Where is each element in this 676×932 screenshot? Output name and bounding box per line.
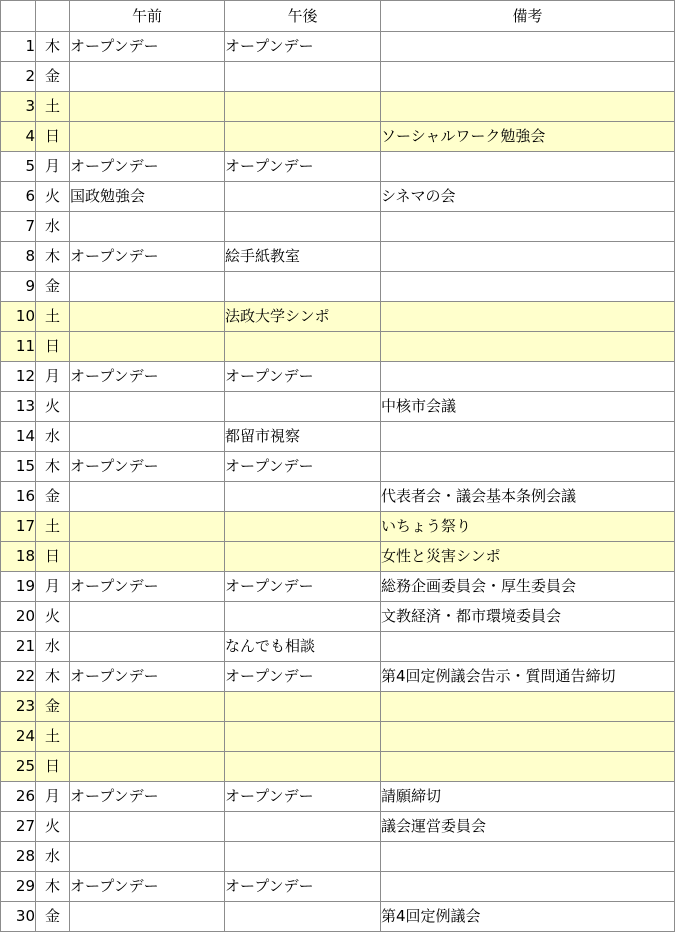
morning-cell[interactable] (70, 812, 225, 842)
morning-cell[interactable] (70, 632, 225, 662)
morning-cell[interactable] (70, 722, 225, 752)
table-row (1, 272, 675, 302)
header-weekday[interactable] (36, 1, 70, 32)
morning-cell[interactable]: オープンデー (70, 32, 225, 62)
morning-cell[interactable]: オープンデー (70, 782, 225, 812)
morning-cell[interactable] (70, 752, 225, 782)
morning-cell[interactable] (70, 692, 225, 722)
remarks-cell[interactable]: 総務企画委員会・厚生委員会 (381, 572, 675, 602)
remarks-cell[interactable]: 女性と災害シンポ (381, 542, 675, 572)
afternoon-cell[interactable] (225, 722, 381, 752)
remarks-cell[interactable]: 第4回定例議会 (381, 902, 675, 932)
table-row (1, 542, 675, 572)
afternoon-cell[interactable] (225, 272, 381, 302)
afternoon-cell[interactable] (225, 902, 381, 932)
afternoon-cell[interactable] (225, 812, 381, 842)
weekday-cell[interactable]: 土 (36, 722, 70, 752)
remarks-cell[interactable] (381, 212, 675, 242)
afternoon-cell[interactable] (225, 122, 381, 152)
morning-cell[interactable] (70, 842, 225, 872)
afternoon-cell[interactable] (225, 542, 381, 572)
weekday-cell[interactable]: 土 (36, 302, 70, 332)
weekday-cell[interactable]: 月 (36, 152, 70, 182)
afternoon-cell[interactable]: オープンデー (225, 572, 381, 602)
weekday-cell[interactable]: 日 (36, 752, 70, 782)
weekday-cell[interactable]: 日 (36, 122, 70, 152)
afternoon-cell[interactable]: オープンデー (225, 662, 381, 692)
morning-cell[interactable] (70, 272, 225, 302)
day-cell[interactable]: 19 (1, 572, 36, 602)
morning-cell[interactable] (70, 62, 225, 92)
weekday-cell[interactable]: 水 (36, 422, 70, 452)
remarks-cell[interactable] (381, 632, 675, 662)
day-cell[interactable]: 3 (1, 92, 36, 122)
weekday-cell[interactable]: 日 (36, 542, 70, 572)
table-row (1, 152, 675, 182)
day-cell[interactable]: 8 (1, 242, 36, 272)
table-row (1, 692, 675, 722)
morning-cell[interactable] (70, 332, 225, 362)
day-cell[interactable]: 28 (1, 842, 36, 872)
morning-cell[interactable]: オープンデー (70, 662, 225, 692)
morning-cell[interactable] (70, 542, 225, 572)
day-cell[interactable]: 12 (1, 362, 36, 392)
remarks-cell[interactable] (381, 752, 675, 782)
morning-cell[interactable] (70, 92, 225, 122)
remarks-cell[interactable]: 代表者会・議会基本条例会議 (381, 482, 675, 512)
remarks-cell[interactable] (381, 362, 675, 392)
day-cell[interactable]: 17 (1, 512, 36, 542)
table-row (1, 572, 675, 602)
table-row (1, 392, 675, 422)
weekday-cell[interactable]: 木 (36, 662, 70, 692)
afternoon-cell[interactable] (225, 512, 381, 542)
header-remarks[interactable]: 備考 (381, 1, 675, 32)
day-cell[interactable]: 29 (1, 872, 36, 902)
weekday-cell[interactable]: 木 (36, 452, 70, 482)
header-day[interactable] (1, 1, 36, 32)
day-cell[interactable]: 26 (1, 782, 36, 812)
morning-cell[interactable]: オープンデー (70, 452, 225, 482)
day-cell[interactable]: 4 (1, 122, 36, 152)
table-row (1, 212, 675, 242)
afternoon-cell[interactable] (225, 752, 381, 782)
weekday-cell[interactable]: 水 (36, 212, 70, 242)
weekday-cell[interactable]: 金 (36, 692, 70, 722)
table-row (1, 512, 675, 542)
table-row (1, 842, 675, 872)
table-row (1, 902, 675, 932)
morning-cell[interactable] (70, 602, 225, 632)
morning-cell[interactable] (70, 902, 225, 932)
day-cell[interactable]: 22 (1, 662, 36, 692)
table-row (1, 872, 675, 902)
day-cell[interactable]: 15 (1, 452, 36, 482)
table-row (1, 812, 675, 842)
remarks-cell[interactable] (381, 422, 675, 452)
table-row (1, 122, 675, 152)
afternoon-cell[interactable]: オープンデー (225, 32, 381, 62)
table-row (1, 92, 675, 122)
day-cell[interactable]: 11 (1, 332, 36, 362)
day-cell[interactable]: 9 (1, 272, 36, 302)
afternoon-cell[interactable]: オープンデー (225, 362, 381, 392)
table-row (1, 722, 675, 752)
remarks-cell[interactable]: 議会運営委員会 (381, 812, 675, 842)
afternoon-cell[interactable] (225, 182, 381, 212)
day-cell[interactable]: 27 (1, 812, 36, 842)
weekday-cell[interactable]: 日 (36, 332, 70, 362)
day-cell[interactable]: 16 (1, 482, 36, 512)
afternoon-cell[interactable] (225, 212, 381, 242)
afternoon-cell[interactable] (225, 842, 381, 872)
remarks-cell[interactable] (381, 332, 675, 362)
remarks-cell[interactable]: 第4回定例議会告示・質問通告締切 (381, 662, 675, 692)
morning-cell[interactable]: オープンデー (70, 242, 225, 272)
remarks-cell[interactable]: いちょう祭り (381, 512, 675, 542)
day-cell[interactable]: 7 (1, 212, 36, 242)
weekday-cell[interactable]: 火 (36, 392, 70, 422)
weekday-cell[interactable]: 土 (36, 512, 70, 542)
morning-cell[interactable]: オープンデー (70, 152, 225, 182)
remarks-cell[interactable]: 中核市会議 (381, 392, 675, 422)
morning-cell[interactable] (70, 482, 225, 512)
afternoon-cell[interactable] (225, 482, 381, 512)
day-cell[interactable]: 30 (1, 902, 36, 932)
remarks-cell[interactable] (381, 32, 675, 62)
remarks-cell[interactable] (381, 872, 675, 902)
table-row (1, 422, 675, 452)
table-row (1, 182, 675, 212)
weekday-cell[interactable]: 木 (36, 872, 70, 902)
table-row (1, 482, 675, 512)
header-row (1, 1, 675, 32)
afternoon-cell[interactable] (225, 332, 381, 362)
day-cell[interactable]: 5 (1, 152, 36, 182)
day-cell[interactable]: 1 (1, 32, 36, 62)
morning-cell[interactable]: 国政勉強会 (70, 182, 225, 212)
table-row (1, 302, 675, 332)
remarks-cell[interactable]: ソーシャルワーク勉強会 (381, 122, 675, 152)
morning-cell[interactable] (70, 512, 225, 542)
day-cell[interactable]: 20 (1, 602, 36, 632)
table-row (1, 782, 675, 812)
afternoon-cell[interactable] (225, 602, 381, 632)
morning-cell[interactable] (70, 392, 225, 422)
morning-cell[interactable] (70, 422, 225, 452)
morning-cell[interactable] (70, 302, 225, 332)
remarks-cell[interactable] (381, 842, 675, 872)
afternoon-cell[interactable]: 絵手紙教室 (225, 242, 381, 272)
table-row (1, 632, 675, 662)
header-morning[interactable]: 午前 (70, 1, 225, 32)
weekday-cell[interactable]: 月 (36, 362, 70, 392)
weekday-cell[interactable]: 月 (36, 572, 70, 602)
day-cell[interactable]: 14 (1, 422, 36, 452)
remarks-cell[interactable] (381, 242, 675, 272)
weekday-cell[interactable]: 金 (36, 482, 70, 512)
afternoon-cell[interactable]: オープンデー (225, 782, 381, 812)
remarks-cell[interactable] (381, 452, 675, 482)
table-row (1, 32, 675, 62)
afternoon-cell[interactable] (225, 392, 381, 422)
morning-cell[interactable] (70, 122, 225, 152)
morning-cell[interactable]: オープンデー (70, 572, 225, 602)
weekday-cell[interactable]: 火 (36, 182, 70, 212)
weekday-cell[interactable]: 火 (36, 812, 70, 842)
afternoon-cell[interactable]: 都留市視察 (225, 422, 381, 452)
day-cell[interactable]: 10 (1, 302, 36, 332)
table-row (1, 452, 675, 482)
weekday-cell[interactable]: 土 (36, 92, 70, 122)
weekday-cell[interactable]: 木 (36, 32, 70, 62)
remarks-cell[interactable]: 請願締切 (381, 782, 675, 812)
remarks-cell[interactable]: 文教経済・都市環境委員会 (381, 602, 675, 632)
afternoon-cell[interactable] (225, 92, 381, 122)
afternoon-cell[interactable] (225, 62, 381, 92)
weekday-cell[interactable]: 水 (36, 842, 70, 872)
weekday-cell[interactable]: 水 (36, 632, 70, 662)
table-row (1, 362, 675, 392)
day-cell[interactable]: 24 (1, 722, 36, 752)
day-cell[interactable]: 23 (1, 692, 36, 722)
header-afternoon[interactable]: 午後 (225, 1, 381, 32)
table-row (1, 752, 675, 782)
afternoon-cell[interactable]: 法政大学シンポ (225, 302, 381, 332)
remarks-cell[interactable] (381, 152, 675, 182)
remarks-cell[interactable] (381, 62, 675, 92)
morning-cell[interactable]: オープンデー (70, 872, 225, 902)
day-cell[interactable]: 21 (1, 632, 36, 662)
table-row (1, 242, 675, 272)
day-cell[interactable]: 25 (1, 752, 36, 782)
table-row (1, 62, 675, 92)
remarks-cell[interactable] (381, 272, 675, 302)
weekday-cell[interactable]: 金 (36, 272, 70, 302)
day-cell[interactable]: 6 (1, 182, 36, 212)
day-cell[interactable]: 13 (1, 392, 36, 422)
afternoon-cell[interactable] (225, 692, 381, 722)
day-cell[interactable]: 2 (1, 62, 36, 92)
morning-cell[interactable] (70, 212, 225, 242)
remarks-cell[interactable] (381, 302, 675, 332)
afternoon-cell[interactable]: オープンデー (225, 152, 381, 182)
afternoon-cell[interactable]: オープンデー (225, 872, 381, 902)
schedule-body (1, 32, 675, 932)
day-cell[interactable]: 18 (1, 542, 36, 572)
table-row (1, 602, 675, 632)
table-row (1, 662, 675, 692)
morning-cell[interactable]: オープンデー (70, 362, 225, 392)
weekday-cell[interactable]: 金 (36, 902, 70, 932)
remarks-cell[interactable] (381, 92, 675, 122)
table-row (1, 332, 675, 362)
weekday-cell[interactable]: 木 (36, 242, 70, 272)
afternoon-cell[interactable]: オープンデー (225, 452, 381, 482)
remarks-cell[interactable] (381, 692, 675, 722)
weekday-cell[interactable]: 月 (36, 782, 70, 812)
remarks-cell[interactable] (381, 722, 675, 752)
afternoon-cell[interactable]: なんでも相談 (225, 632, 381, 662)
remarks-cell[interactable]: シネマの会 (381, 182, 675, 212)
weekday-cell[interactable]: 火 (36, 602, 70, 632)
weekday-cell[interactable]: 金 (36, 62, 70, 92)
